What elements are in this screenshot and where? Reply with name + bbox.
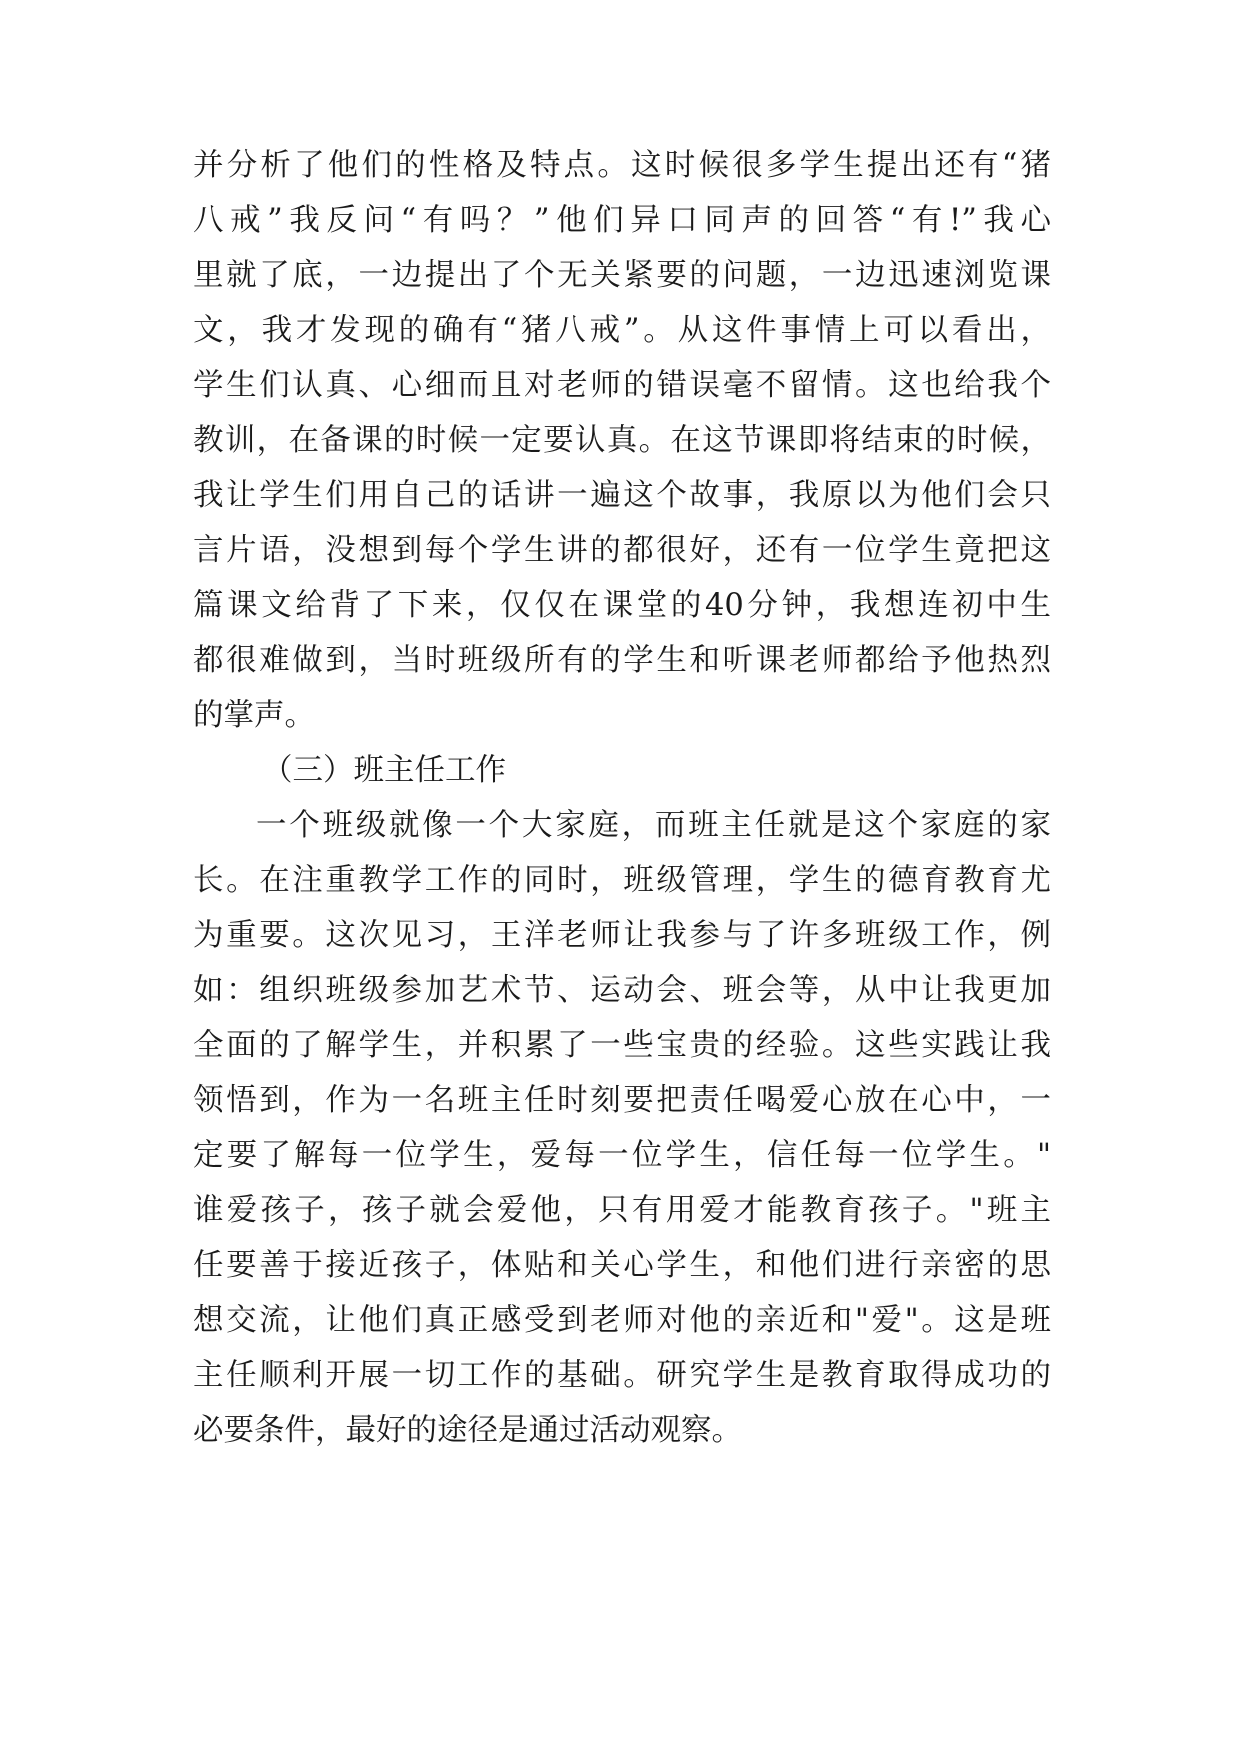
- paragraph-line: 全面的了解学生，并积累了一些宝贵的经验。这些实践让我: [193, 1028, 1051, 1063]
- paragraph-line: 谁爱孩子，孩子就会爱他，只有用爱才能教育孩子。"班主: [193, 1193, 1051, 1228]
- paragraph-line: 文，我才发现的确有“猪八戒”。从这件事情上可以看出，: [193, 313, 1051, 348]
- paragraph-line: 想交流，让他们真正感受到老师对他的亲近和"爱"。这是班: [193, 1303, 1051, 1338]
- paragraph-line: 并分析了他们的性格及特点。这时候很多学生提出还有“猪: [193, 148, 1051, 183]
- paragraph-line: 一个班级就像一个大家庭，而班主任就是这个家庭的家: [256, 808, 1051, 843]
- paragraph-line: 定要了解每一位学生，爱每一位学生，信任每一位学生。": [193, 1138, 1051, 1173]
- paragraph-line: 我让学生们用自己的话讲一遍这个故事，我原以为他们会只: [193, 478, 1051, 513]
- paragraph-line: 的掌声。: [193, 698, 315, 733]
- paragraph-line: 任要善于接近孩子，体贴和关心学生，和他们进行亲密的思: [193, 1248, 1051, 1283]
- paragraph-line: 领悟到，作为一名班主任时刻要把责任喝爱心放在心中，一: [193, 1083, 1051, 1118]
- paragraph-line: 篇课文给背了下来，仅仅在课堂的40分钟，我想连初中生: [193, 588, 1051, 623]
- paragraph-line: 教训，在备课的时候一定要认真。在这节课即将结束的时候，: [193, 423, 1051, 458]
- paragraph-line: 都很难做到，当时班级所有的学生和听课老师都给予他热烈: [193, 643, 1051, 678]
- paragraph-line: 为重要。这次见习，王洋老师让我参与了许多班级工作，例: [193, 918, 1051, 953]
- paragraph-line: 言片语，没想到每个学生讲的都很好，还有一位学生竟把这: [193, 533, 1051, 568]
- paragraph-line: 里就了底，一边提出了个无关紧要的问题，一边迅速浏览课: [193, 258, 1051, 293]
- paragraph-line: 学生们认真、心细而且对老师的错误毫不留情。这也给我个: [193, 368, 1051, 403]
- paragraph-line: 必要条件，最好的途径是通过活动观察。: [193, 1413, 742, 1448]
- paragraph-line: 八戒”我反问“有吗？”他们异口同声的回答“有!”我心: [193, 203, 1051, 238]
- paragraph-line: 如：组织班级参加艺术节、运动会、班会等，从中让我更加: [193, 973, 1051, 1008]
- paragraph-line: 主任顺利开展一切工作的基础。研究学生是教育取得成功的: [193, 1358, 1051, 1393]
- paragraph-line: 长。在注重教学工作的同时，班级管理，学生的德育教育尤: [193, 863, 1051, 898]
- section-heading: （三）班主任工作: [262, 753, 506, 788]
